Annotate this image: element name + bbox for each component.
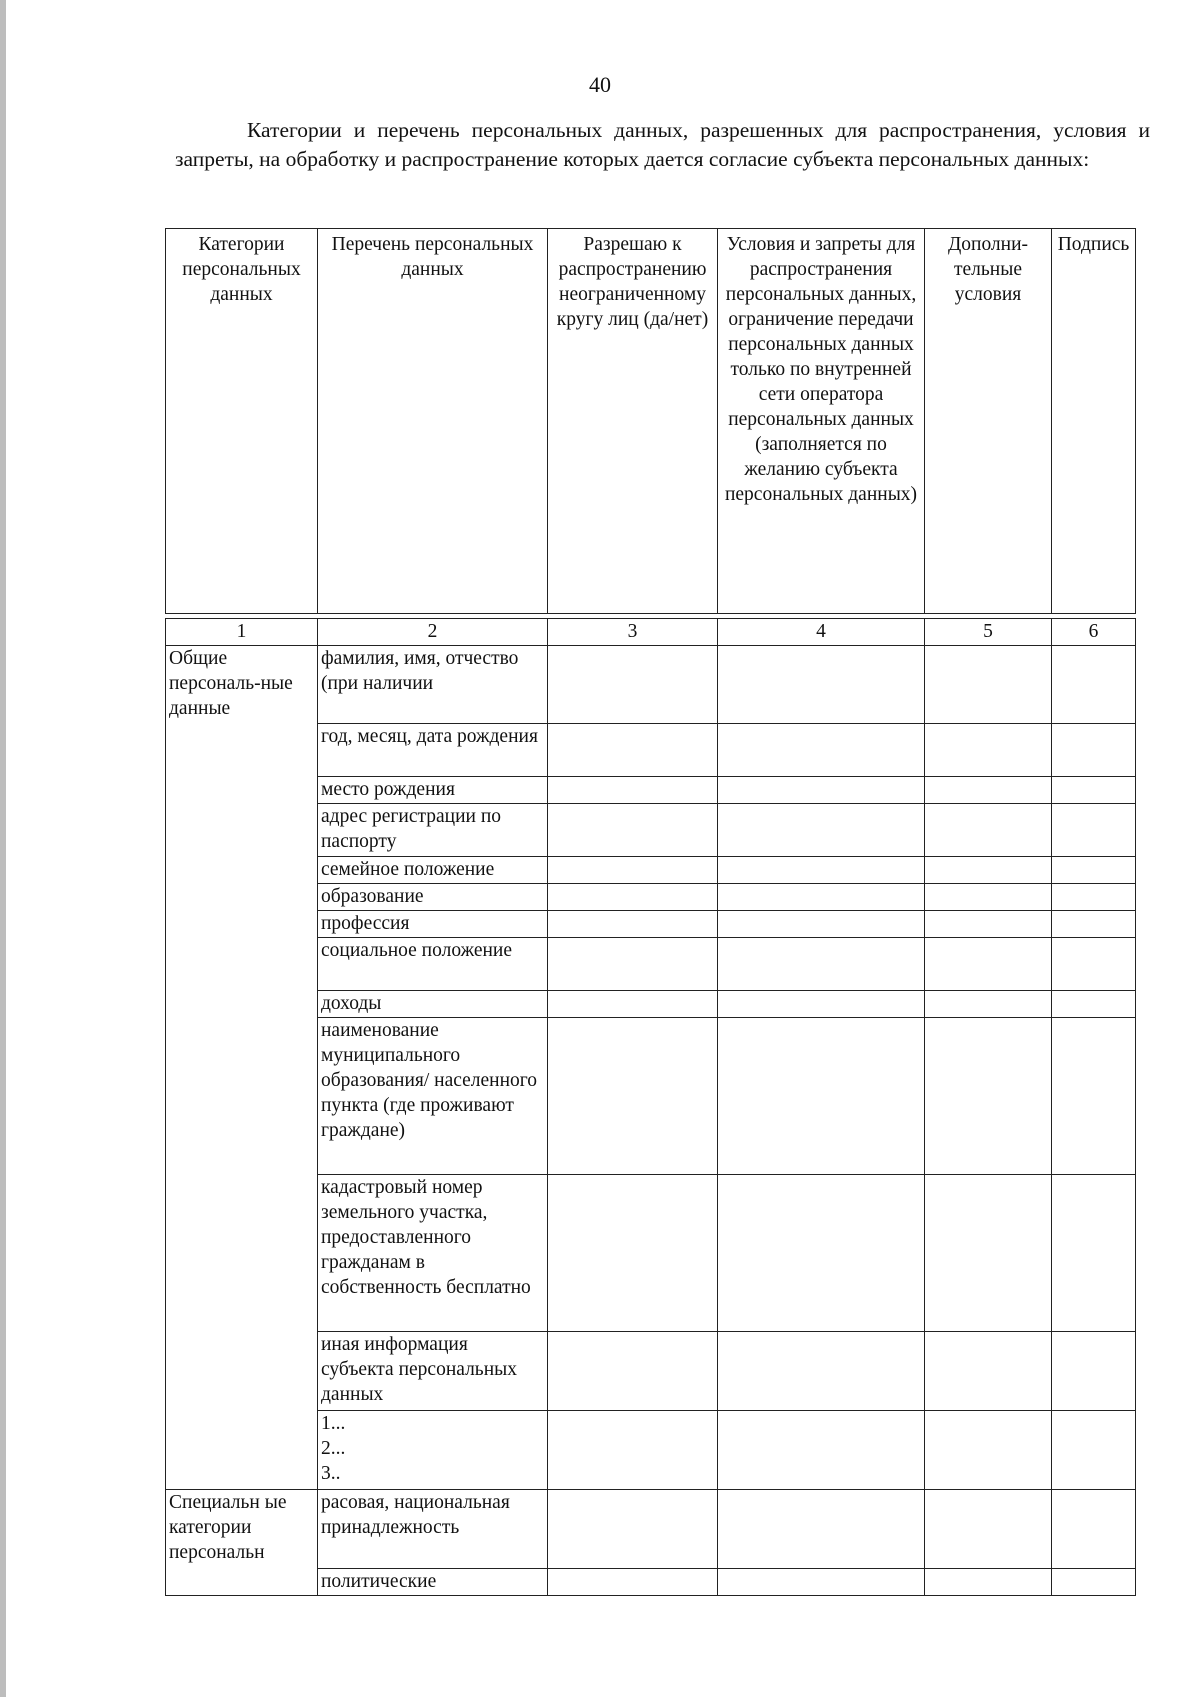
data-item: социальное положение <box>318 938 548 991</box>
signature-cell[interactable] <box>1052 1490 1136 1569</box>
header-row <box>166 229 1136 614</box>
additional-cell[interactable] <box>925 1332 1052 1411</box>
column-number: 6 <box>1052 619 1136 646</box>
header-conditions: Условия и запреты для распространения персональных данных, ограничение передачи персональных данных только по внутренней сети оператора персональных данных (заполняется по желанию субъекта персональных данных) <box>718 229 925 614</box>
signature-cell[interactable] <box>1052 1018 1136 1175</box>
signature-cell[interactable] <box>1052 777 1136 804</box>
conditions-cell[interactable] <box>718 1018 925 1175</box>
data-item: семейное положение <box>318 857 548 884</box>
additional-cell[interactable] <box>925 777 1052 804</box>
signature-cell[interactable] <box>1052 911 1136 938</box>
table-row <box>166 646 1136 724</box>
header-allow: Разрешаю к распространению неограниченному кругу лиц (да/нет) <box>548 229 718 614</box>
column-number: 4 <box>718 619 925 646</box>
signature-cell[interactable] <box>1052 1411 1136 1490</box>
conditions-cell[interactable] <box>718 724 925 777</box>
column-number: 1 <box>166 619 318 646</box>
allow-cell[interactable] <box>548 911 718 938</box>
additional-cell[interactable] <box>925 646 1052 724</box>
signature-cell[interactable] <box>1052 724 1136 777</box>
signature-cell[interactable] <box>1052 991 1136 1018</box>
additional-cell[interactable] <box>925 911 1052 938</box>
conditions-cell[interactable] <box>718 991 925 1018</box>
allow-cell[interactable] <box>548 938 718 991</box>
additional-cell[interactable] <box>925 1175 1052 1332</box>
conditions-cell[interactable] <box>718 777 925 804</box>
conditions-cell[interactable] <box>718 1411 925 1490</box>
signature-cell[interactable] <box>1052 646 1136 724</box>
signature-cell[interactable] <box>1052 857 1136 884</box>
signature-cell[interactable] <box>1052 1175 1136 1332</box>
column-numbers-row <box>166 619 1136 646</box>
conditions-cell[interactable] <box>718 884 925 911</box>
additional-cell[interactable] <box>925 884 1052 911</box>
allow-cell[interactable] <box>548 1332 718 1411</box>
personal-data-table <box>165 228 1136 1596</box>
header-signature: Подпись <box>1052 229 1136 614</box>
additional-cell[interactable] <box>925 804 1052 857</box>
allow-cell[interactable] <box>548 777 718 804</box>
scan-left-edge <box>0 0 6 1697</box>
additional-cell[interactable] <box>925 857 1052 884</box>
data-item: расовая, национальная принадлежность <box>318 1490 548 1569</box>
category-general: Общие персональ-ные данные <box>166 646 318 1490</box>
allow-cell[interactable] <box>548 884 718 911</box>
signature-cell[interactable] <box>1052 1569 1136 1596</box>
header-additional: Дополни-тельные условия <box>925 229 1052 614</box>
data-item: наименование муниципального образования/ населенного пункта (где проживают граждане) <box>318 1018 548 1175</box>
allow-cell[interactable] <box>548 1490 718 1569</box>
column-number: 3 <box>548 619 718 646</box>
additional-cell[interactable] <box>925 1569 1052 1596</box>
additional-cell[interactable] <box>925 724 1052 777</box>
data-item: профессия <box>318 911 548 938</box>
signature-cell[interactable] <box>1052 1332 1136 1411</box>
additional-cell[interactable] <box>925 991 1052 1018</box>
category-special: Специальн ые категории персональн <box>166 1490 318 1596</box>
allow-cell[interactable] <box>548 1411 718 1490</box>
column-number: 5 <box>925 619 1052 646</box>
header-categories: Категории персональных данных <box>166 229 318 614</box>
conditions-cell[interactable] <box>718 1175 925 1332</box>
allow-cell[interactable] <box>548 804 718 857</box>
conditions-cell[interactable] <box>718 1490 925 1569</box>
column-number: 2 <box>318 619 548 646</box>
table-row <box>166 1490 1136 1569</box>
data-item: год, месяц, дата рождения <box>318 724 548 777</box>
conditions-cell[interactable] <box>718 857 925 884</box>
signature-cell[interactable] <box>1052 938 1136 991</box>
allow-cell[interactable] <box>548 1018 718 1175</box>
allow-cell[interactable] <box>548 857 718 884</box>
additional-cell[interactable] <box>925 1411 1052 1490</box>
header-list: Перечень персональных данных <box>318 229 548 614</box>
page-number: 40 <box>589 72 611 97</box>
intro-paragraph: Категории и перечень персональных данных, разрешенных для распространения, условия и запреты, на обработку и распространение которых дается согласие субъекта персональных данных: <box>175 118 1150 171</box>
data-item: адрес регистрации по паспорту <box>318 804 548 857</box>
allow-cell[interactable] <box>548 646 718 724</box>
data-item: фамилия, имя, отчество (при наличии <box>318 646 548 724</box>
data-item: политические <box>318 1569 548 1596</box>
signature-cell[interactable] <box>1052 804 1136 857</box>
conditions-cell[interactable] <box>718 646 925 724</box>
conditions-cell[interactable] <box>718 1332 925 1411</box>
data-item: доходы <box>318 991 548 1018</box>
additional-cell[interactable] <box>925 938 1052 991</box>
data-item: образование <box>318 884 548 911</box>
data-item: кадастровый номер земельного участка, предоставленного гражданам в собственность бесплатно <box>318 1175 548 1332</box>
allow-cell[interactable] <box>548 991 718 1018</box>
conditions-cell[interactable] <box>718 938 925 991</box>
signature-cell[interactable] <box>1052 884 1136 911</box>
data-item: место рождения <box>318 777 548 804</box>
data-item: 1... 2... 3.. <box>318 1411 548 1490</box>
additional-cell[interactable] <box>925 1490 1052 1569</box>
additional-cell[interactable] <box>925 1018 1052 1175</box>
conditions-cell[interactable] <box>718 1569 925 1596</box>
data-item: иная информация субъекта персональных данных <box>318 1332 548 1411</box>
conditions-cell[interactable] <box>718 804 925 857</box>
conditions-cell[interactable] <box>718 911 925 938</box>
allow-cell[interactable] <box>548 1569 718 1596</box>
allow-cell[interactable] <box>548 724 718 777</box>
allow-cell[interactable] <box>548 1175 718 1332</box>
